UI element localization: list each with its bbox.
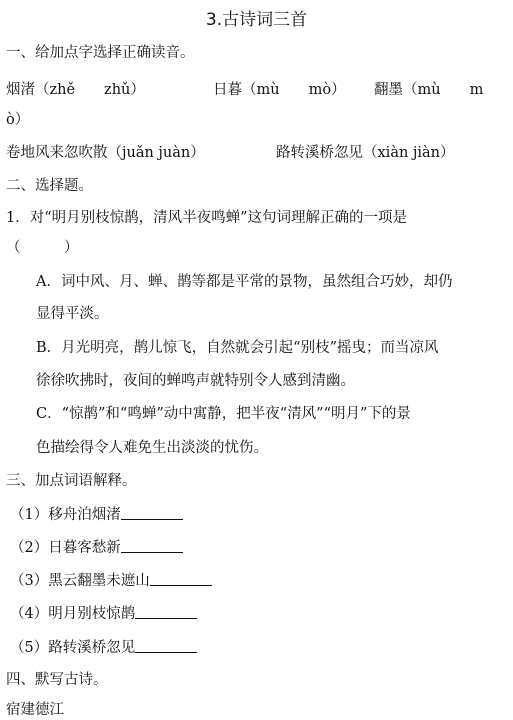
section1-heading: 一、给加点字选择正确读音。 <box>6 45 195 61</box>
pinyin-item-juan: 卷地风来忽吹散（juǎn juàn） <box>6 145 205 161</box>
explain-item-1-text: （1）移舟泊烟渚 <box>10 507 121 523</box>
section2-heading: 二、选择题。 <box>6 178 93 194</box>
section4-heading: 四、默写古诗。 <box>6 672 108 688</box>
question-1-text: 1．对“明月别枝惊鹊，清风半夜鸣蝉”这句词理解正确的一项是 <box>6 210 408 226</box>
section3-heading: 三、加点词语解释。 <box>6 473 137 489</box>
explain-item-5-text: （5）路转溪桥忽见 <box>10 640 136 656</box>
explain-item-2 <box>10 538 183 558</box>
pinyin-item-fanmo: 翻墨（mù m <box>374 82 484 98</box>
option-a-line1: A．词中风、月、蝉、鹊等都是平常的景物，虽然组合巧妙，却仍 <box>36 274 453 290</box>
question-1-answer-bracket: （ ） <box>6 240 79 256</box>
answer-blank-2[interactable] <box>121 538 183 553</box>
option-b-line2: 徐徐吹拂时，夜间的蝉鸣声就特别令人感到清幽。 <box>36 373 355 389</box>
answer-blank-4[interactable] <box>135 604 197 619</box>
explain-item-2-text: （2）日暮客愁新 <box>10 540 121 556</box>
pinyin-item-rimu: 日暮（mù mò） <box>213 82 346 98</box>
page-title: 3.古诗词三首 <box>205 10 308 30</box>
explain-item-4-text: （4）明月别枝惊鹊 <box>10 606 136 622</box>
explain-item-3-text: （3）黑云翻墨未遮山 <box>10 573 150 589</box>
pinyin-item-yanzhu: 烟渚（zhě zhǔ） <box>6 82 145 98</box>
answer-blank-3[interactable] <box>150 571 212 586</box>
poem-title: 宿建德江 <box>6 702 64 718</box>
explain-item-1 <box>10 505 183 525</box>
pinyin-item-xian: 路转溪桥忽见（xiàn jiàn） <box>276 145 455 161</box>
explain-item-5 <box>10 638 197 658</box>
explain-item-4 <box>10 604 197 624</box>
option-a-line2: 显得平淡。 <box>36 306 109 322</box>
option-b-line1: B．月光明亮，鹊儿惊飞，自然就会引起“别枝”摇曳；而当凉风 <box>36 340 439 356</box>
option-c-line2: 色描绘得令人难免生出淡淡的忧伤。 <box>36 440 268 456</box>
explain-item-3 <box>10 571 212 591</box>
answer-blank-1[interactable] <box>121 505 183 520</box>
pinyin-item-fanmo-wrap: ò） <box>6 112 30 128</box>
option-c-line1: C．“惊鹊”和“鸣蝉”动中寓静，把半夜“清风”“明月”下的景 <box>36 406 411 422</box>
answer-blank-5[interactable] <box>135 638 197 653</box>
